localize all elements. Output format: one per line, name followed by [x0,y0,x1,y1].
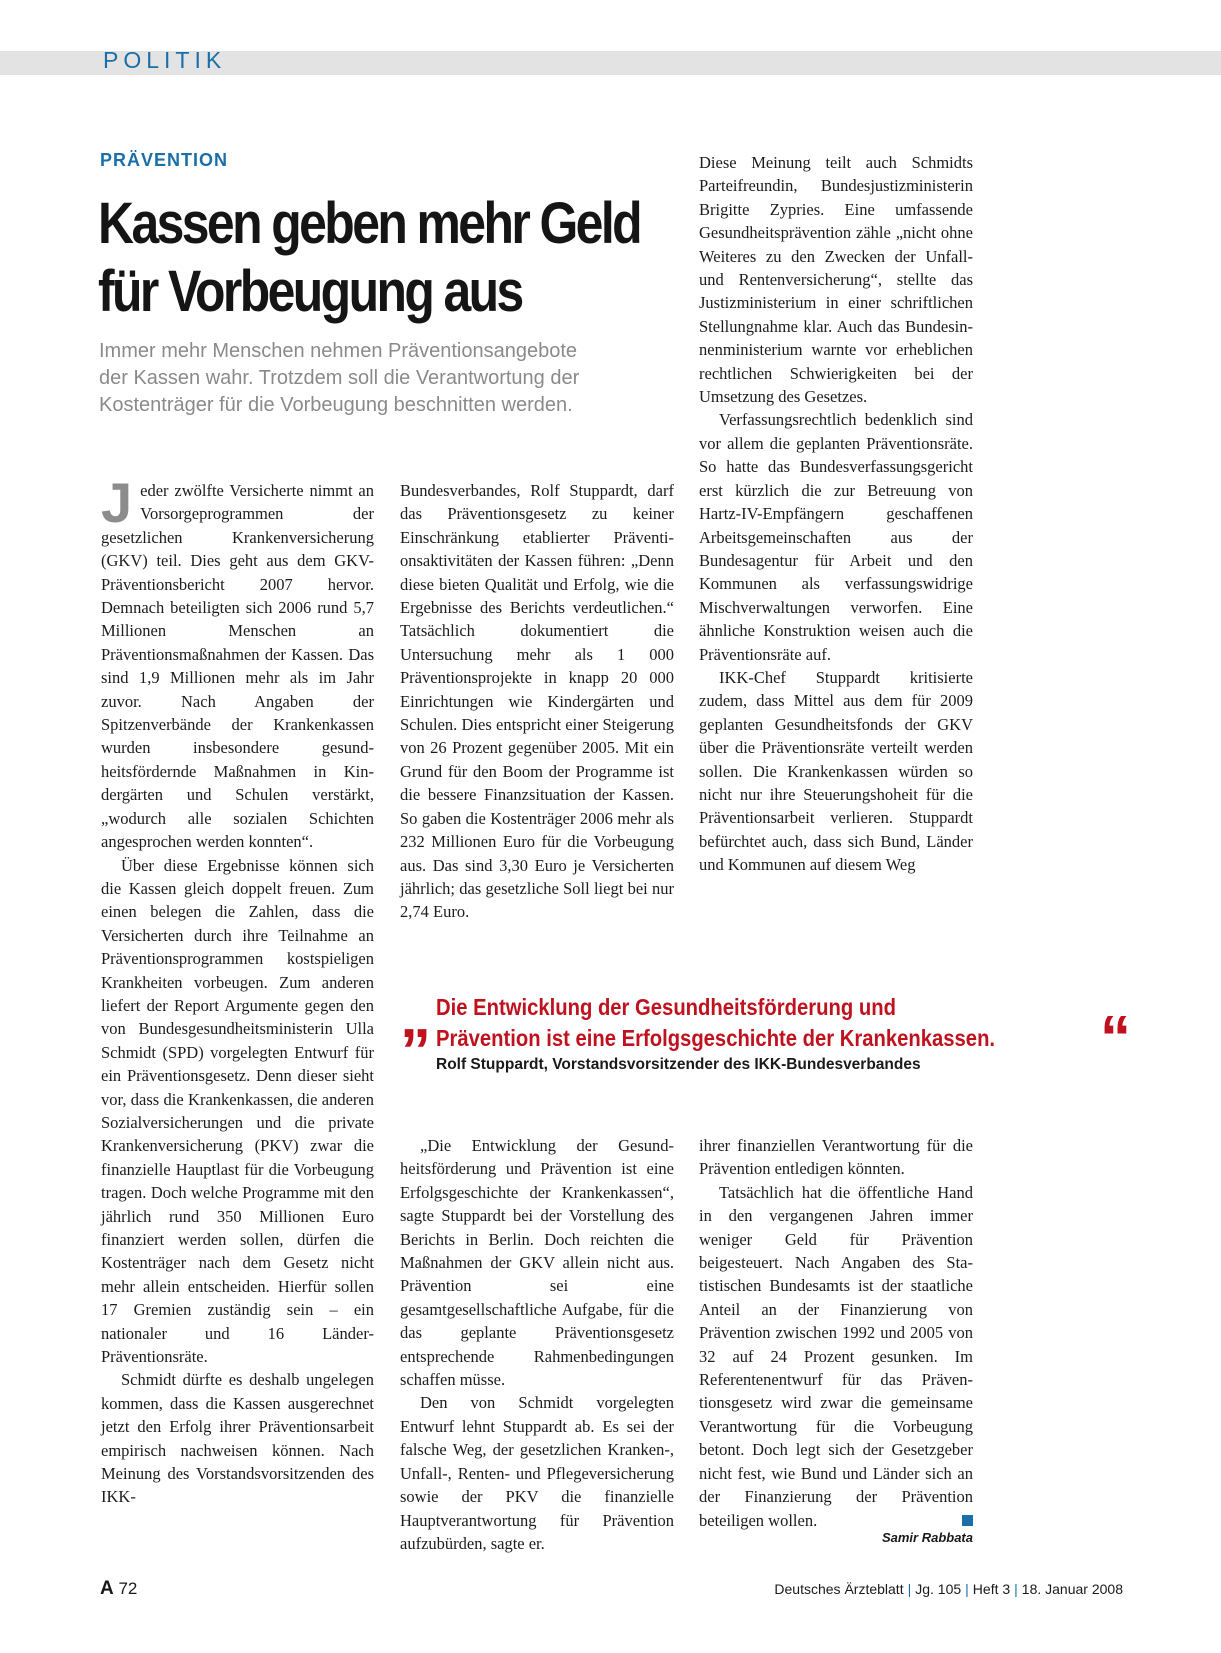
page-number [100,1578,137,1600]
footer-separator: | [1014,1581,1018,1597]
journal-name: Deutsches Ärzteblatt [774,1581,904,1597]
paragraph: IKK-Chef Stuppardt kritisierte zudem, dass Mittel aus dem für 2009 geplanten Gesundheitsfonds der GKV über die Präventionsräte verteilt werden sollen. Die Krankenkassen würden so nicht nur ihre Steuerungshoheit für die Präventionsarbeit verlieren. Stuppardt befürchtet auch, dass sich Bund, Länder und Kommunen auf diesem Weg [699,667,973,875]
paragraph: ihrer finanziellen Verantwortung für die Prävention entledigen könnten. [699,1136,973,1179]
headline-line-2: für Vorbeugung aus [98,259,522,324]
body-column-1 [101,471,374,1509]
page-number-value: 72 [118,1579,138,1598]
article-kicker: PRÄVENTION [100,150,229,170]
body-column-3-lower [699,1134,973,1532]
end-mark-icon [962,1515,973,1526]
paragraph: Diese Meinung teilt auch Schmidts Parteifreundin, Bundesjustizministerin Brigitte Zypries. Eine umfassende Gesundheitsprävention zähle „nicht ohne Weiteres zu den Zwecken der Unfall- und Rentenversicherung“, stellte das Justizministerium in einer schriftlichen Stellungnahme klar. Auch das Bundesinnenministerium warnte vor erheblichen rechtlichen Schwierigkeiten bei der Umsetzung des Gesetzes. [699,153,973,407]
paragraph: Verfassungsrechtlich bedenklich sind vor allem die geplanten Präventionsräte. So hatte das Bundesverfassungsgericht erst kürzlich die zur Betreuung von Hartz-IV-Empfängern geschaffenen Arbeitsgemeinschaften aus der Bundesagentur für Arbeit und den Kommunen als verfassungswidrige Mischverwaltungen verworfen. Eine ähnliche Konstruktion weisen auch die Präventionsräte auf. [699,410,973,664]
paragraph-text: eder zwölfte Versicherte nimmt an Vorsorgeprogrammen der gesetzlichen Krankenversicherung (GKV) teil. Dies geht aus dem GKV-Präventionsbericht 2007 hervor. Demnach beteiligten sich 2006 rund 5,7 Millionen Menschen an Präventionsmaßnahmen der Kassen. Das sind 1,9 Millionen mehr als im Jahr zuvor. Nach Angaben der Spitzenverbände der Krankenkassen wurden insbesondere gesundheitsfördernde Maßnahmen in Kindergärten und Schulen verstärkt, „wodurch alle sozialen Schichten angesprochen werden konnten“. [101,481,374,852]
paragraph: Über diese Ergebnisse können sich die Kassen gleich doppelt freuen. Zum einen belegen die Zahlen, dass die Versicherten durch ihre Teilnahme an Präventionsprogrammen kostspieligen Krankheiten vorbeugen. Zum anderen liefert der Report Argumente gegen den von Bundesgesundheitsministerin Ulla Schmidt (SPD) vorgelegten Entwurf für ein Präventionsgesetz. Denn dieser sieht vor, dass die Krankenkassen, die anderen Sozialversicherungen und die private Krankenversicherung (PKV) zwar die finanzielle Hauptlast für die Vorbeugung tragen. Doch welche Programme mit den jährlich rund 350 Millionen Euro finanziert werden sollen, dürfen die Kostenträger nach dem Gesetz nicht mehr allein entscheiden. Hierfür sollen 17 Gremien zuständig sein – ein nationaler und 16 Länder-Präventionsräte. [101,855,374,1367]
body-column-3 [699,151,973,877]
paragraph: „Die Entwicklung der Gesundheitsförderung und Prävention ist eine Erfolgsgeschichte der Krankenkassen“, sagte Stuppardt bei der Vorstellung des Berichts in Berlin. Doch reichten die Maßnahmen der GKV allein nicht aus. Prävention sei eine gesamtgesellschaftliche Aufgabe, für die das geplante Präventionsgesetz entsprechende Rahmenbedingungen schaffen müsse. [400,1136,674,1390]
pull-quote-line-2: Prävention ist eine Erfolgsgeschichte der Krankenkassen. [436,1025,996,1051]
body-column-2 [400,479,674,924]
journal-date: 18. Januar 2008 [1021,1581,1123,1597]
paragraph: Den von Schmidt vorgelegten Entwurf lehnt Stuppardt ab. Es sei der falsche Weg, der gesetzlichen Kranken-, Unfall-, Renten- und Pflegeversicherung sowie der PKV die finanzielle Hauptverantwortung für Prävention aufzubürden, sagte er. [400,1393,674,1553]
paragraph [699,1181,973,1532]
paragraph [101,471,374,854]
paragraph: Bundesverbandes, Rolf Stuppardt, darf das Präventionsgesetz zu keiner Einschränkung etablierter Präventionsaktivitäten der Kassen führen: „Denn diese bieten Qualität und Erfolg, wie die Ergebnisse des Berichts verdeutlichen.“ Tatsächlich dokumentiert die Untersuchung mehr als 1 000 Präventionsprojekte in knapp 20 000 Einrichtungen wie Kindergärten und Schulen. Dies entspricht einer Steigerung von 26 Prozent gegenüber 2005. Mit ein Grund für den Boom der Programme ist die bessere Finanzsituation der Kassen. So gaben die Kostenträger 2006 mehr als 232 Millionen Euro für die Vorbeugung aus. Das sind 3,30 Euro je Versicherten jährlich; das gesetzliche Soll liegt bei nur 2,74 Euro. [400,481,674,922]
paragraph-text: Tatsächlich hat die öffentliche Hand in den vergangenen Jahren immer weniger Geld für Prävention beigesteuert. Nach Angaben des Statistischen Bundesamts ist der staatliche Anteil an der Finanzierung von Prävention zwischen 1992 und 2005 von 32 auf 24 Prozent gesunken. Im Referentenentwurf für das Präventionsgesetz wird zwar die gemeinsame Verantwortung für die Vorbeugung betont. Doch legt sich der Gesetzgeber nicht fest, wie Bund und Länder sich an der Finanzierung der Prävention beteiligen wollen. [699,1182,973,1530]
footer-separator: | [965,1581,969,1597]
headline-line-1: Kassen geben mehr Geld [98,191,641,256]
pull-quote-line-1: Die Entwicklung der Gesundheitsförderung und [436,994,896,1020]
journal-footer [774,1581,1123,1597]
page-prefix: A [100,1578,114,1599]
teaser-line-3: Kostenträger für die Vorbeugung beschnitten werden. [99,394,573,416]
teaser-line-1: Immer mehr Menschen nehmen Präventionsangebote [99,340,578,362]
pull-quote-attribution: Rolf Stuppardt, Vorstandsvorsitzender des IKK-Bundesverbandes [436,1056,921,1073]
teaser-line-2: der Kassen wahr. Trotzdem soll die Verantwortung der [99,367,580,389]
quote-open-mark: „ [400,982,431,1051]
body-column-2-lower [400,1134,674,1555]
paragraph: Schmidt dürfte es deshalb ungelegen kommen, dass die Kassen ausgerechnet jetzt den Erfolg ihrer Präventionsarbeit empirisch nachweisen können. Nach Meinung des Vorstandsvorsitzenden des IKK- [101,1370,374,1507]
article-teaser [99,338,679,419]
section-label: POLITIK [103,47,227,73]
pull-quote-text [436,992,1070,1054]
author-byline: Samir Rabbata [881,1530,973,1545]
quote-close-mark: “ [1100,1004,1131,1073]
footer-separator: | [907,1581,912,1597]
drop-cap: J [101,471,133,534]
journal-issue: Heft 3 [972,1581,1011,1597]
journal-volume: Jg. 105 [915,1581,962,1597]
article-headline [98,190,641,326]
